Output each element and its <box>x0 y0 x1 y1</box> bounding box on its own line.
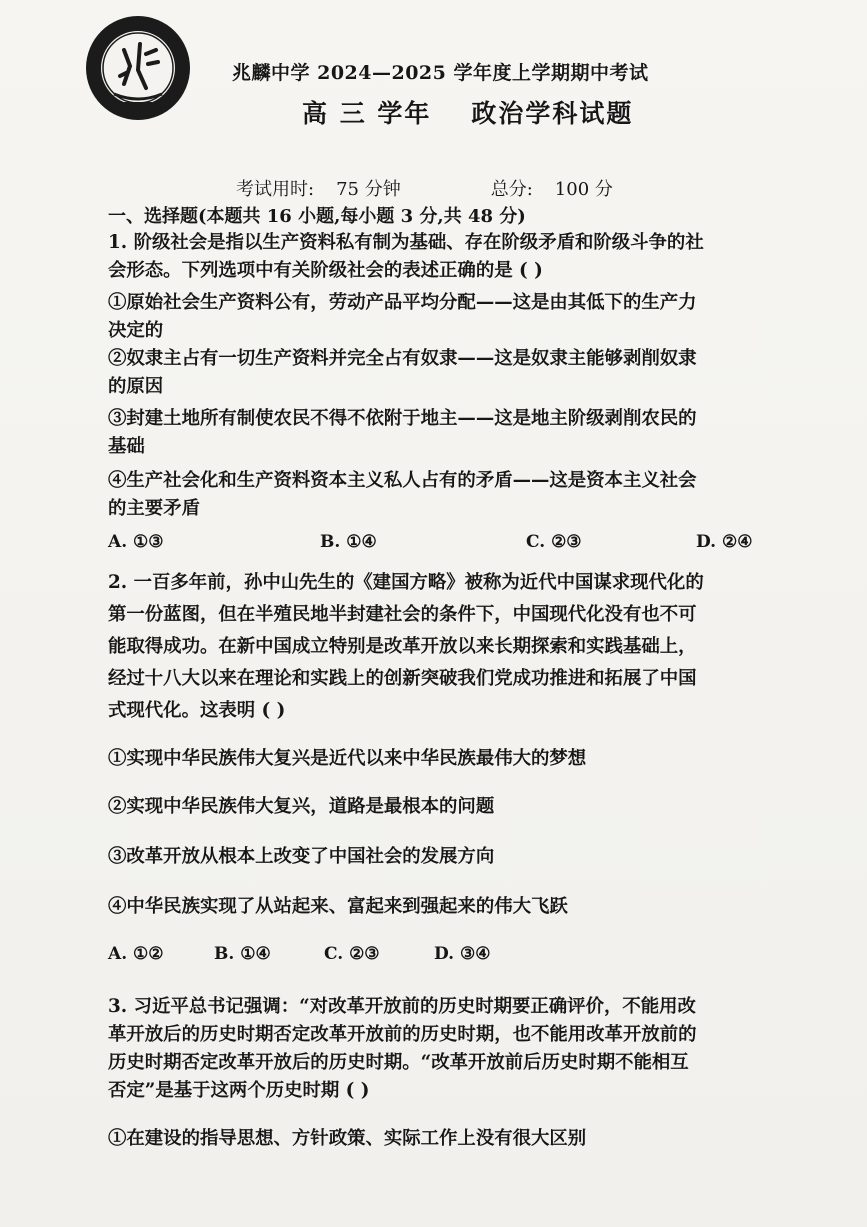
q2-option-c[interactable]: C. ②③ <box>324 944 380 964</box>
exam-subtitle <box>302 94 633 130</box>
score-label: 总分: <box>490 179 533 200</box>
time-value: 75 分钟 <box>336 179 401 200</box>
q1-option-d[interactable]: D. ②④ <box>696 532 753 552</box>
subject-label: 政治学科试题 <box>471 99 634 128</box>
q2-statement-4: ④中华民族实现了从站起来、富起来到强起来的伟大飞跃 <box>108 896 568 917</box>
grade-label: 高 三 学年 <box>302 99 432 128</box>
school-seal-icon <box>84 14 192 122</box>
q3-statement-1: ①在建设的指导思想、方针政策、实际工作上没有很大区别 <box>108 1128 587 1149</box>
q2-stem-4: 经过十八大以来在理论和实践上的创新突破我们党成功推进和拓展了中国 <box>108 668 697 689</box>
q1-stem-2: 会形态。下列选项中有关阶级社会的表述正确的是 ( ) <box>108 260 543 281</box>
exam-meta <box>236 175 613 201</box>
q1-statement-3a: ③封建土地所有制使农民不得不依附于地主——这是地主阶级剥削农民的 <box>108 408 697 429</box>
q2-statement-1: ①实现中华民族伟大复兴是近代以来中华民族最伟大的梦想 <box>108 748 587 769</box>
q1-statement-4a: ④生产社会化和生产资料资本主义私人占有的矛盾——这是资本主义社会 <box>108 470 697 491</box>
q2-option-d[interactable]: D. ③④ <box>434 944 491 964</box>
q3-stem-1: 3. 习近平总书记强调：“对改革开放前的历史时期要正确评价，不能用改 <box>108 996 696 1017</box>
q1-option-b[interactable]: B. ①④ <box>320 532 377 552</box>
q1-statement-2b: 的原因 <box>108 376 164 397</box>
q2-option-a[interactable]: A. ①② <box>108 944 164 964</box>
q3-stem-3: 历史时期否定改革开放后的历史时期。“改革开放前后历史时期不能相互 <box>108 1052 689 1073</box>
q3-stem-4: 否定”是基于这两个历史时期 ( ) <box>108 1080 370 1101</box>
q2-stem-5: 式现代化。这表明 ( ) <box>108 700 286 721</box>
section-title: 一、选择题(本题共 16 小题,每小题 3 分,共 48 分) <box>108 206 526 227</box>
score-value: 100 分 <box>554 179 613 200</box>
q2-statement-3: ③改革开放从根本上改变了中国社会的发展方向 <box>108 846 495 867</box>
q1-statement-1a: ①原始社会生产资料公有，劳动产品平均分配——这是由其低下的生产力 <box>108 292 697 313</box>
q2-stem-3: 能取得成功。在新中国成立特别是改革开放以来长期探索和实践基础上， <box>108 636 697 657</box>
q2-statement-2: ②实现中华民族伟大复兴，道路是最根本的问题 <box>108 796 495 817</box>
q1-statement-2a: ②奴隶主占有一切生产资料并完全占有奴隶——这是奴隶主能够剥削奴隶 <box>108 348 697 369</box>
q2-option-b[interactable]: B. ①④ <box>214 944 271 964</box>
q1-option-a[interactable]: A. ①③ <box>108 532 164 552</box>
q2-stem-1: 2. 一百多年前，孙中山先生的《建国方略》被称为近代中国谋求现代化的 <box>108 572 704 593</box>
q1-statement-4b: 的主要矛盾 <box>108 498 200 519</box>
q2-stem-2: 第一份蓝图，但在半殖民地半封建社会的条件下，中国现代化没有也不可 <box>108 604 697 625</box>
q1-statement-3b: 基础 <box>108 436 145 457</box>
q1-option-c[interactable]: C. ②③ <box>526 532 582 552</box>
q3-stem-2: 革开放后的历史时期否定改革开放前的历史时期，也不能用改革开放前的 <box>108 1024 697 1045</box>
exam-title: 兆麟中学 2024—2025 学年度上学期期中考试 <box>232 62 649 84</box>
q1-statement-1b: 决定的 <box>108 320 164 341</box>
q1-stem-1: 1. 阶级社会是指以生产资料私有制为基础、存在阶级矛盾和阶级斗争的社 <box>108 232 704 253</box>
time-label: 考试用时: <box>236 179 315 200</box>
